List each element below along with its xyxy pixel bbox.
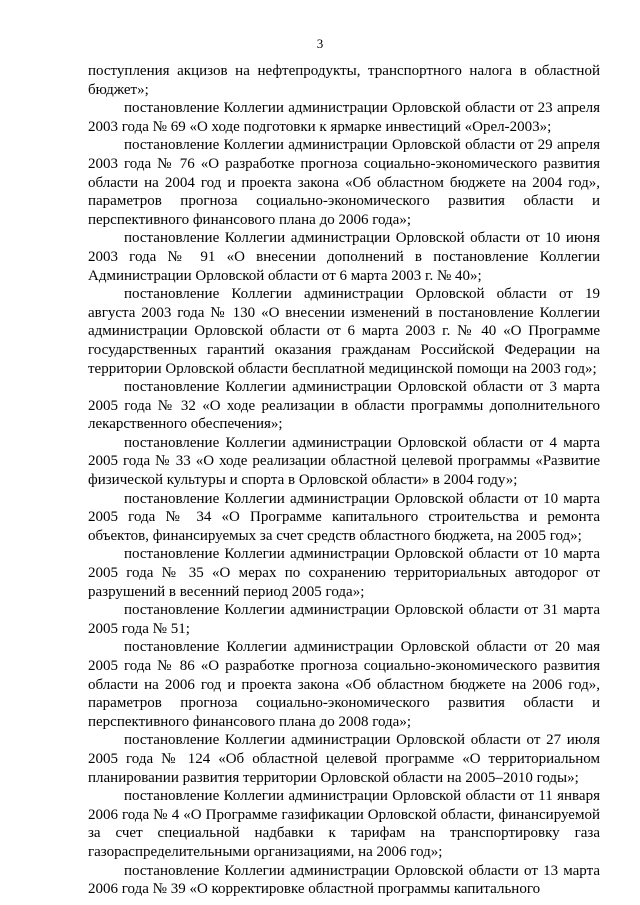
paragraph: постановление Коллегии администрации Орловской области от 4 марта 2005 года № 33 «О ходе реализации областной целевой программы «Развитие физической культуры и спорта в Орловской области» в 2004 году»;	[88, 434, 600, 489]
document-body	[88, 62, 600, 899]
paragraph: постановление Коллегии администрации Орловской области от 31 марта 2005 года № 51;	[88, 602, 600, 637]
page-number: 3	[316, 36, 324, 51]
paragraph: постановление Коллегии администрации Орловской области от 10 марта 2005 года № 35 «О мерах по сохранению территориальных автодорог от разрушений в весенний период 2005 года»;	[88, 546, 600, 600]
paragraph: постановление Коллегии администрации Орловской области от 10 марта 2005 года № 34 «О Программе капитального строительства и ремонта объектов, финансируемых за счет средств областного бюджета, на 2005 год»;	[88, 490, 600, 544]
paragraph: постановление Коллегии администрации Орловской области от 27 июля 2005 года № 124 «Об областной целевой программе «О территориальном планировании развития территории Орловской области на 2005–2010 годы»;	[88, 732, 600, 786]
paragraph: постановление Коллегии администрации Орловской области от 3 марта 2005 года № 32 «О ходе реализации в области программы дополнительного лекарственного обеспечения»;	[88, 379, 600, 433]
paragraph: постановление Коллегии администрации Орловской области от 10 июня 2003 года № 91 «О внесении дополнений в постановление Коллегии Администрации Орловской области от 6 марта 2003 г. № 40»;	[88, 230, 600, 284]
paragraph: постановление Коллегии администрации Орловской области от 29 апреля 2003 года № 76 «О разработке прогноза социально-экономического развития области на 2004 год и проекта закона «Об областном бюджете на 2004 год», параметров прогноза социально-экономического развития области и перспективного финансового плана до 2006 года»;	[88, 137, 600, 228]
paragraph: постановление Коллегии администрации Орловской области от 20 мая 2005 года № 86 «О разработке прогноза социально-экономического развития области на 2006 год и проекта закона «Об областном бюджете на 2006 год», параметров прогноза социально-экономического развития области и перспективного финансового плана до 2008 года»;	[88, 639, 600, 730]
paragraph: постановление Коллегии администрации Орловской области от 23 апреля 2003 года № 69 «О ходе подготовки к ярмарке инвестиций «Орел-2003»;	[88, 100, 600, 135]
paragraph: постановление Коллегии администрации Орловской области от 11 января 2006 года № 4 «О Программе газификации Орловской области, финансируемой за счет специальной надбавки к тарифам на транспортировку газа газораспределительными организациями, на 2006 год»;	[88, 788, 600, 860]
paragraph: постановление Коллегии администрации Орловской области от 13 марта 2006 года № 39 «О корректировке областной программы капитального	[88, 862, 600, 898]
paragraph: поступления акцизов на нефтепродукты, транспортного налога в областной бюджет»;	[88, 63, 600, 98]
paragraph: постановление Коллегии администрации Орловской области от 19 августа 2003 года № 130 «О внесении изменений в постановление Коллегии администрации Орловской области от 6 марта 2003 г. № 40 «О Программе государственных гарантий оказания гражданам Российской Федерации на территории Орловской области бесплатной медицинской помощи на 2003 год»;	[88, 286, 600, 377]
